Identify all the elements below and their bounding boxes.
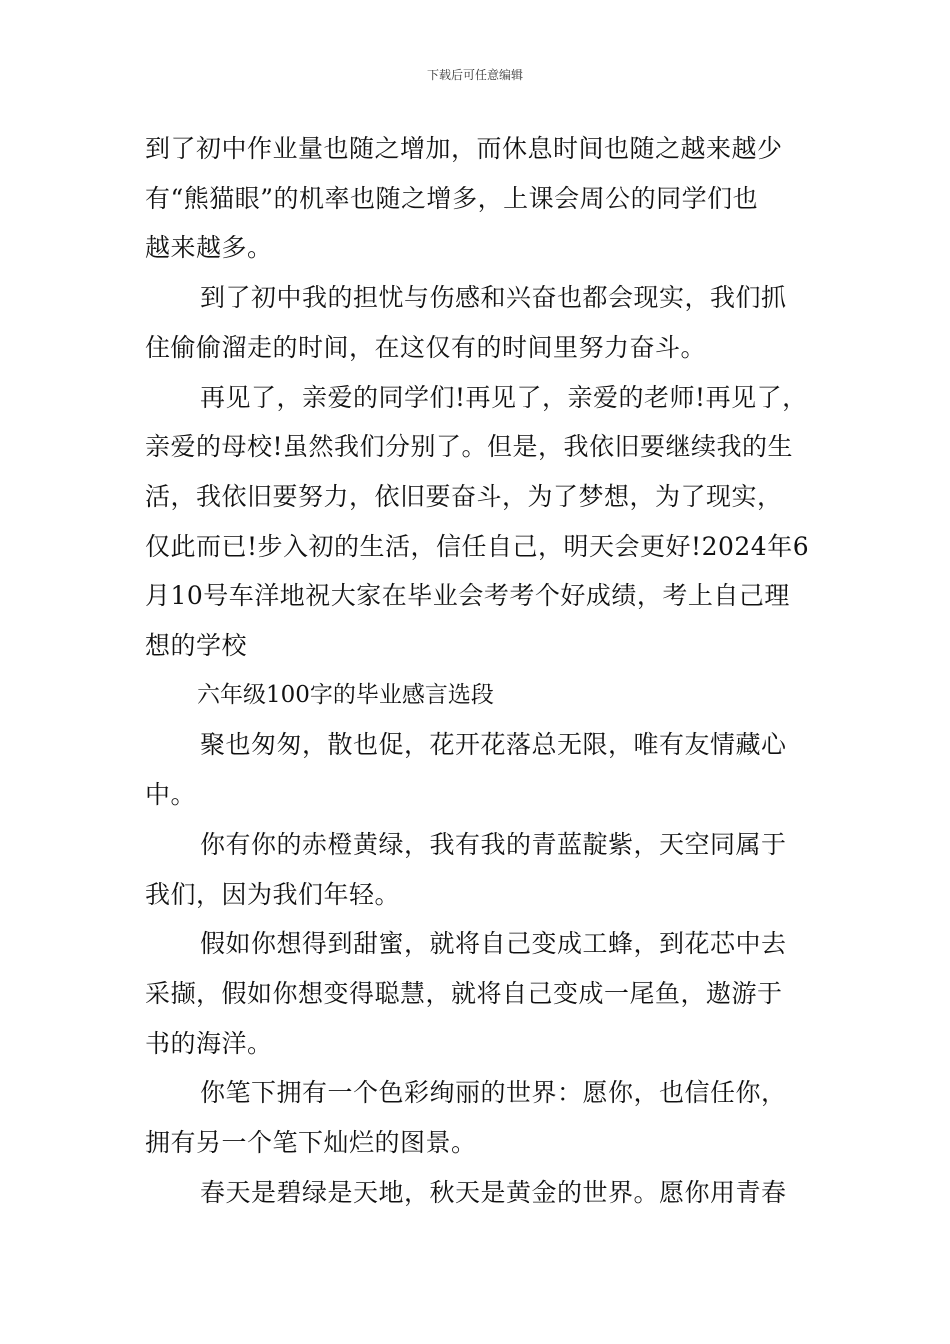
text-line: 聚也匆匆，散也促，花开花落总无限，唯有友情藏心 <box>200 730 787 760</box>
text-line: 越来越多。 <box>145 233 273 263</box>
text-line: 有“熊猫眼”的机率也随之增多，上课会周公的同学们也 <box>145 183 759 213</box>
text-line: 采撷，假如你想变得聪慧，就将自己变成一尾鱼，遨游于 <box>145 978 783 1008</box>
text-line: 春天是碧绿是天地，秋天是黄金的世界。愿你用青春 <box>200 1177 787 1207</box>
paragraph <box>145 1168 825 1218</box>
text-line: 我们，因为我们年轻。 <box>145 879 401 909</box>
text-line: 你笔下拥有一个色彩绚丽的世界：愿你，也信任你， <box>200 1078 787 1108</box>
text-line: 亲爱的母校!虽然我们分别了。但是，我依旧要继续我的生 <box>145 432 794 462</box>
section-heading: 六年级100字的毕业感言选段 <box>197 681 494 708</box>
text-line: 书的海洋。 <box>145 1028 273 1058</box>
text-line: 仅此而已!步入初的生活，信任自己，明天会更好!2024年6 <box>145 531 810 561</box>
text-line: 想的学校 <box>145 631 248 661</box>
text-line: 你有你的赤橙黄绿，我有我的青蓝靛紫，天空同属于 <box>200 829 787 859</box>
text-line: 到了初中我的担忧与伤感和兴奋也都会现实，我们抓 <box>200 283 787 313</box>
paragraph <box>145 1068 825 1167</box>
text-line: 拥有另一个笔下灿烂的图景。 <box>145 1128 477 1158</box>
text-line: 活，我依旧要努力，依旧要奋斗，为了梦想，为了现实， <box>145 481 783 511</box>
paragraph <box>145 124 825 273</box>
paragraph <box>145 720 825 819</box>
text-line: 住偷偷溜走的时间，在这仅有的时间里努力奋斗。 <box>145 332 707 362</box>
text-line: 到了初中作业量也随之增加，而休息时间也随之越来越少 <box>145 134 783 163</box>
paragraph <box>145 919 825 1068</box>
page-header: 下载后可任意编辑 <box>426 68 523 82</box>
paragraph <box>145 373 825 671</box>
text-line: 再见了，亲爱的同学们!再见了，亲爱的老师!再见了， <box>200 382 808 412</box>
text-line: 假如你想得到甜蜜，就将自己变成工蜂，到花芯中去 <box>200 929 787 959</box>
document-body <box>145 124 825 1217</box>
text-line: 月10号车洋地祝大家在毕业会考考个好成绩，考上自己理 <box>145 581 790 611</box>
paragraph <box>145 273 825 372</box>
text-line: 中。 <box>145 780 197 810</box>
paragraph <box>145 820 825 919</box>
